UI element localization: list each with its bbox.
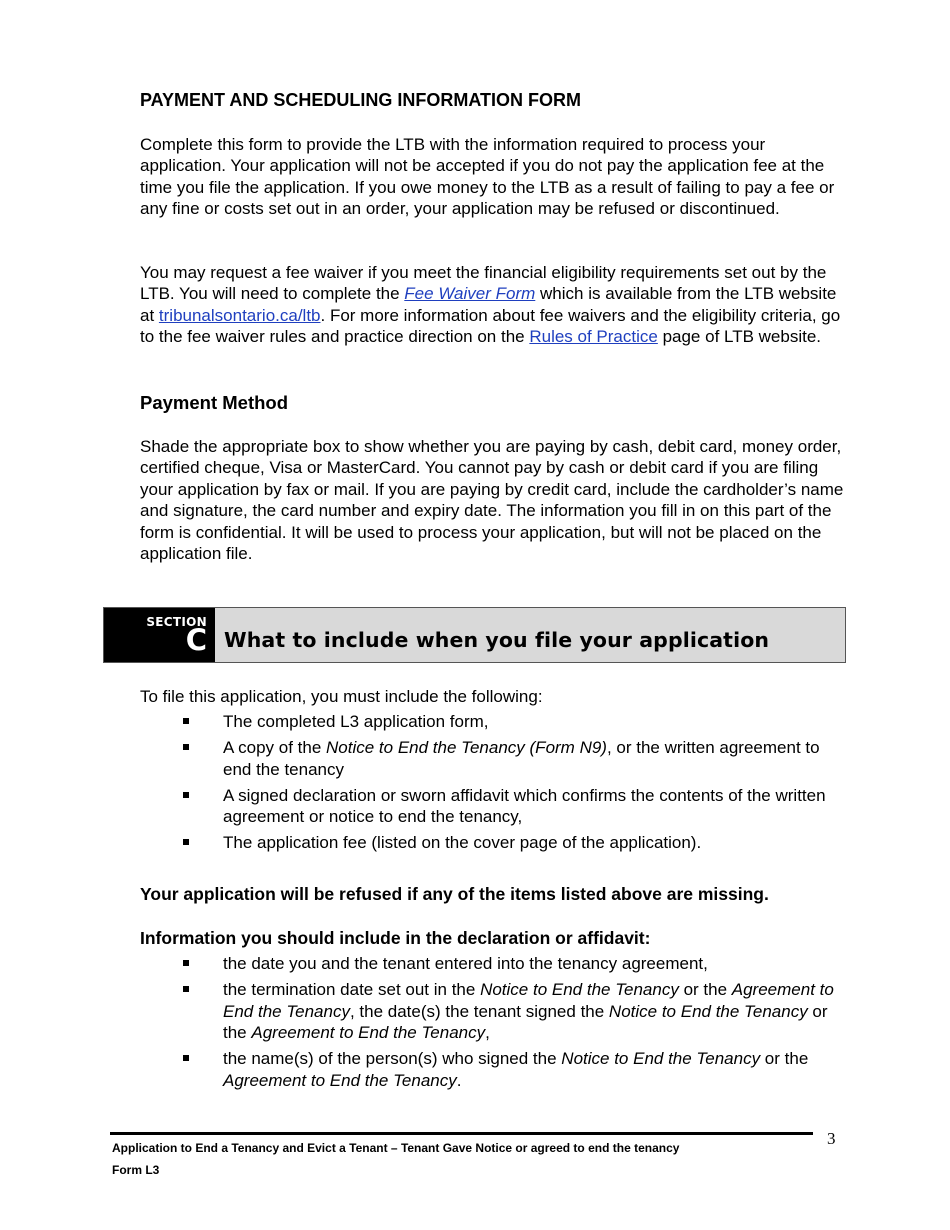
declaration-item-1: the date you and the tenant entered into the tenancy agreement,	[223, 954, 708, 974]
declaration-item-2-italic-1: Notice to End the Tenancy	[480, 980, 679, 1000]
refused-notice-wrap	[140, 884, 845, 905]
declaration-heading: Information you should include in the declaration or affidavit:	[140, 928, 651, 948]
include-lead: To file this application, you must include the following:	[140, 687, 543, 706]
list-item	[140, 785, 845, 828]
square-bullet-icon	[183, 960, 189, 966]
section-label: SECTION	[146, 615, 207, 629]
declaration-item-2-italic-4: Agreement to End the Tenancy	[251, 1023, 486, 1043]
section-c-header	[103, 607, 846, 663]
list-item	[140, 979, 845, 1043]
square-bullet-icon	[183, 986, 189, 992]
footer-form-name: Application to End a Tenancy and Evict a Tenant – Tenant Gave Notice or agreed to end the tenancy	[112, 1141, 680, 1155]
declaration-item-3-italic-1: Notice to End the Tenancy	[561, 1049, 761, 1069]
include-item-2-italic: Notice to End the Tenancy (Form N9)	[326, 738, 607, 758]
list-item	[140, 1048, 845, 1091]
declaration-item-2e: ,	[485, 1023, 490, 1043]
include-item-2b: , or the written agreement to end the tenancy	[223, 738, 820, 779]
fee-waiver-form-link[interactable]: Fee Waiver Form	[404, 284, 536, 304]
declaration-item-3-italic-2: Agreement to End the Tenancy	[223, 1070, 457, 1090]
payment-method-heading: Payment Method	[140, 392, 289, 413]
declaration-item-3c: .	[456, 1070, 462, 1090]
declaration-block	[140, 928, 845, 1096]
declaration-item-2a: the termination date set out in the	[223, 980, 481, 1000]
intro-text: Complete this form to provide the LTB with the information required to process your application. Your application will not be accepted if you do not pay the application fee at the time you file the application. If you owe money to the LTB as a result of failing to pay a fee or any fine or costs set out in an order, your application may be refused or discontinued.	[140, 135, 835, 219]
payment-method-heading-wrap	[140, 392, 845, 414]
footer-form-code: Form L3	[112, 1163, 160, 1177]
include-item-4: The application fee (listed on the cover page of the application).	[223, 833, 702, 853]
declaration-item-3a: the name(s) of the person(s) who signed the	[223, 1049, 562, 1069]
ltb-website-link[interactable]: tribunalsontario.ca/ltb	[158, 305, 321, 325]
square-bullet-icon	[183, 792, 189, 798]
payment-method-paragraph	[140, 436, 845, 564]
square-bullet-icon	[183, 1055, 189, 1061]
fee-waiver-paragraph	[140, 262, 845, 348]
declaration-item-2c: , the date(s) the tenant signed the	[349, 1001, 609, 1021]
page-number: 3	[827, 1129, 836, 1148]
include-item-3: A signed declaration or sworn affidavit which confirms the contents of the written agreement or notice to end the tenancy,	[223, 785, 826, 827]
include-item-1: The completed L3 application form,	[223, 712, 489, 732]
square-bullet-icon	[183, 744, 189, 750]
include-item-2a: A copy of the	[223, 738, 327, 758]
include-list	[140, 711, 845, 853]
declaration-item-2b: or the	[678, 980, 732, 1000]
list-item	[140, 711, 845, 732]
refused-notice: Your application will be refused if any of the items listed above are missing.	[140, 884, 769, 904]
list-item	[140, 953, 845, 974]
waiver-text-2: which is available from the LTB website at	[140, 284, 837, 325]
waiver-text-1: You may request a fee waiver if you meet the financial eligibility requirements set out by the LTB. You will need to complete the	[140, 263, 827, 304]
declaration-item-2-italic-2: Agreement to End the Tenancy	[223, 980, 834, 1021]
payment-method-text: Shade the appropriate box to show whether you are paying by cash, debit card, money order, certified cheque, Visa or MasterCard. You cannot pay by cash or debit card if you are filing your application by fax or mail. If you are paying by credit card, include the cardholder’s name and signature, the card number and expiry date. The information you fill in on this part of the form is confidential. It will be used to process your application, but will not be placed on the application file.	[140, 437, 844, 564]
intro-paragraph	[140, 134, 845, 220]
list-item	[140, 832, 845, 853]
section-tab	[104, 608, 215, 662]
waiver-text-4: page of LTB website.	[657, 327, 822, 347]
declaration-item-3b: or the	[760, 1049, 809, 1069]
square-bullet-icon	[183, 839, 189, 845]
declaration-list	[140, 953, 845, 1091]
waiver-text-3: . For more information about fee waivers and the eligibility criteria, go to the fee waiver rules and practice direction on the	[140, 305, 841, 347]
section-letter: C	[185, 623, 207, 657]
footer-rule	[110, 1132, 813, 1135]
fee-waiver-text	[140, 262, 845, 348]
list-item	[140, 737, 845, 780]
form-title: PAYMENT AND SCHEDULING INFORMATION FORM	[140, 90, 581, 110]
declaration-item-2-italic-3: Notice to End the Tenancy	[608, 1001, 808, 1021]
include-block	[140, 686, 845, 858]
declaration-item-2d: or the	[223, 1001, 828, 1043]
rules-of-practice-link[interactable]: Rules of Practice	[529, 327, 658, 347]
section-title: What to include when you file your application	[224, 628, 770, 652]
square-bullet-icon	[183, 718, 189, 724]
